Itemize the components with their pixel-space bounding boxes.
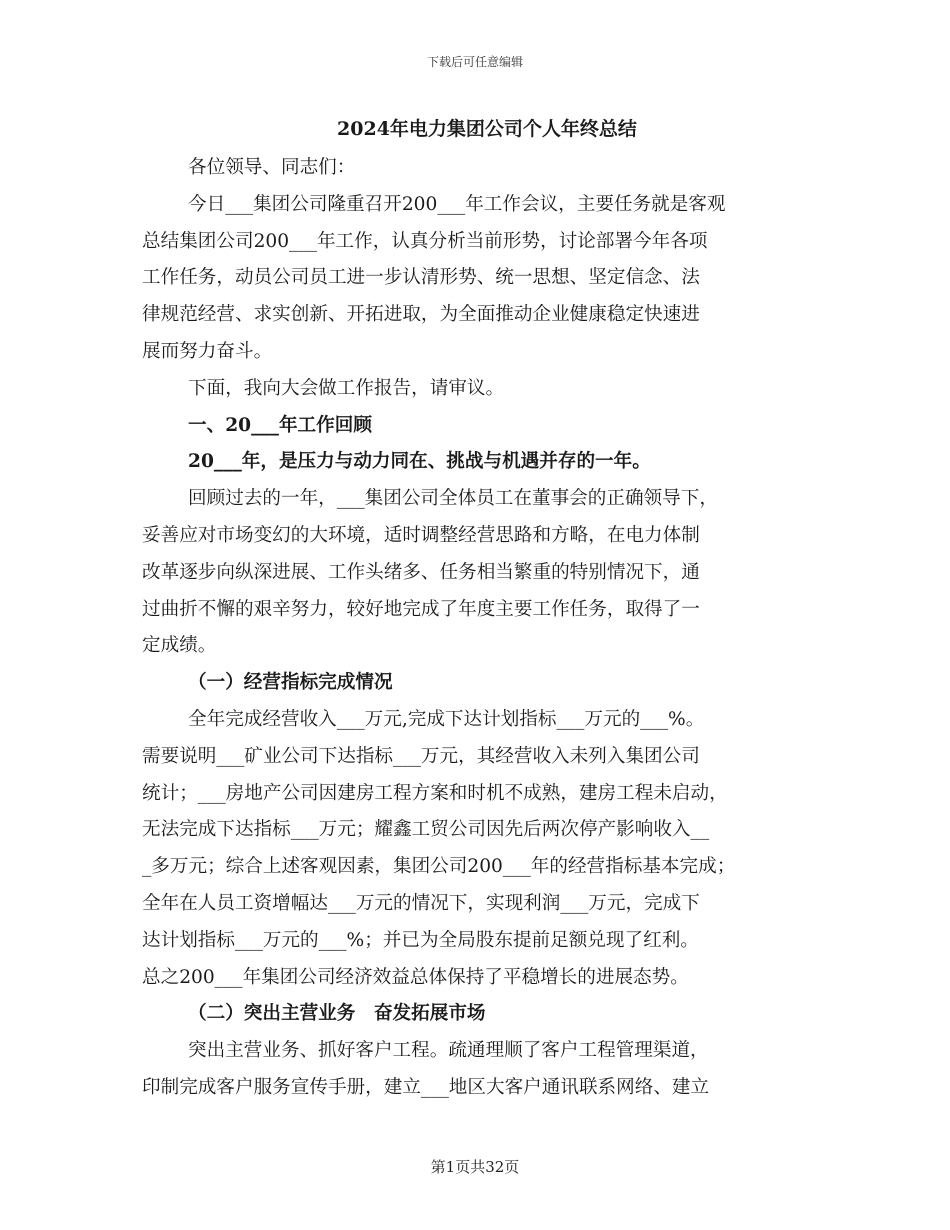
text-line: 改革逐步向纵深进展、工作头绪多、任务相当繁重的特别情况下，通 [142,561,700,583]
text-line: 过曲折不懈的艰辛努力，较好地完成了年度主要工作任务，取得了一 [142,598,700,620]
text-line: 统计；___房地产公司因建房工程方案和时机不成熟，建房工程未启动， [142,782,728,804]
text-line: 总之200___年集团公司经济效益总体保持了平稳增长的进展态势。 [142,966,689,988]
header-note: 下载后可任意编辑 [426,55,523,69]
text-line: 妥善应对市场变幻的大环境，适时调整经营思路和方略，在电力体制 [142,524,700,546]
page-footer: 第1页共32页 [430,1158,520,1176]
section-heading-line: （一）经营指标完成情况 [188,672,393,694]
text-line: 全年完成经营收入___万元,完成下达计划指标___万元的___%。 [188,708,705,730]
text-line: 下面，我向大会做工作报告，请审议。 [188,377,505,399]
text-line: 回顾过去的一年，___集团公司全体员工在董事会的正确领导下， [188,488,718,510]
text-line: 工作任务，动员公司员工进一步认清形势、统一思想、坚定信念、法 [142,267,700,289]
paragraph-lines [142,150,832,1107]
text-line: 突出主营业务、抓好客户工程。疏通理顺了客户工程管理渠道， [188,1040,709,1062]
text-line: 印制完成客户服务宣传手册，建立___地区大客户通讯联系网络、建立 [142,1076,710,1098]
text-line: 全年在人员工资增幅达___万元的情况下，实现利润___万元，完成下 [142,892,700,914]
text-line: 无法完成下达指标___万元；耀鑫工贸公司因先后两次停产影响收入__ [142,819,710,841]
section-heading-line: （二）突出主营业务 奋发拓展市场 [188,1003,486,1025]
section-heading-line: 20___年，是压力与动力同在、挑战与机遇并存的一年。 [188,451,651,473]
text-line: 总结集团公司200___年工作，认真分析当前形势，讨论部署今年各项 [142,230,708,252]
text-line: 需要说明___矿业公司下达指标___万元，其经营收入未列入集团公司 [142,745,700,767]
text-line: 律规范经营、求实创新、开拓进取，为全面推动企业健康稳定快速进 [142,304,700,326]
text-line: _多万元；综合上述客观因素，集团公司200___年的经营指标基本完成； [142,856,736,878]
text-line: 达计划指标___万元的___%；并已为全局股东提前足额兑现了红利。 [142,929,699,951]
section-heading-line: 一、20___年工作回顾 [188,414,372,436]
text-line: 定成绩。 [142,635,217,657]
text-line: 各位领导、同志们： [188,157,356,178]
text-line: 今日___集团公司隆重召开200___年工作会议，主要任务就是客观 [188,193,726,215]
document-body [142,112,832,1107]
text-line: 展而努力奋斗。 [142,340,273,362]
document-title: 2024年电力集团公司个人年终总结 [337,118,637,140]
